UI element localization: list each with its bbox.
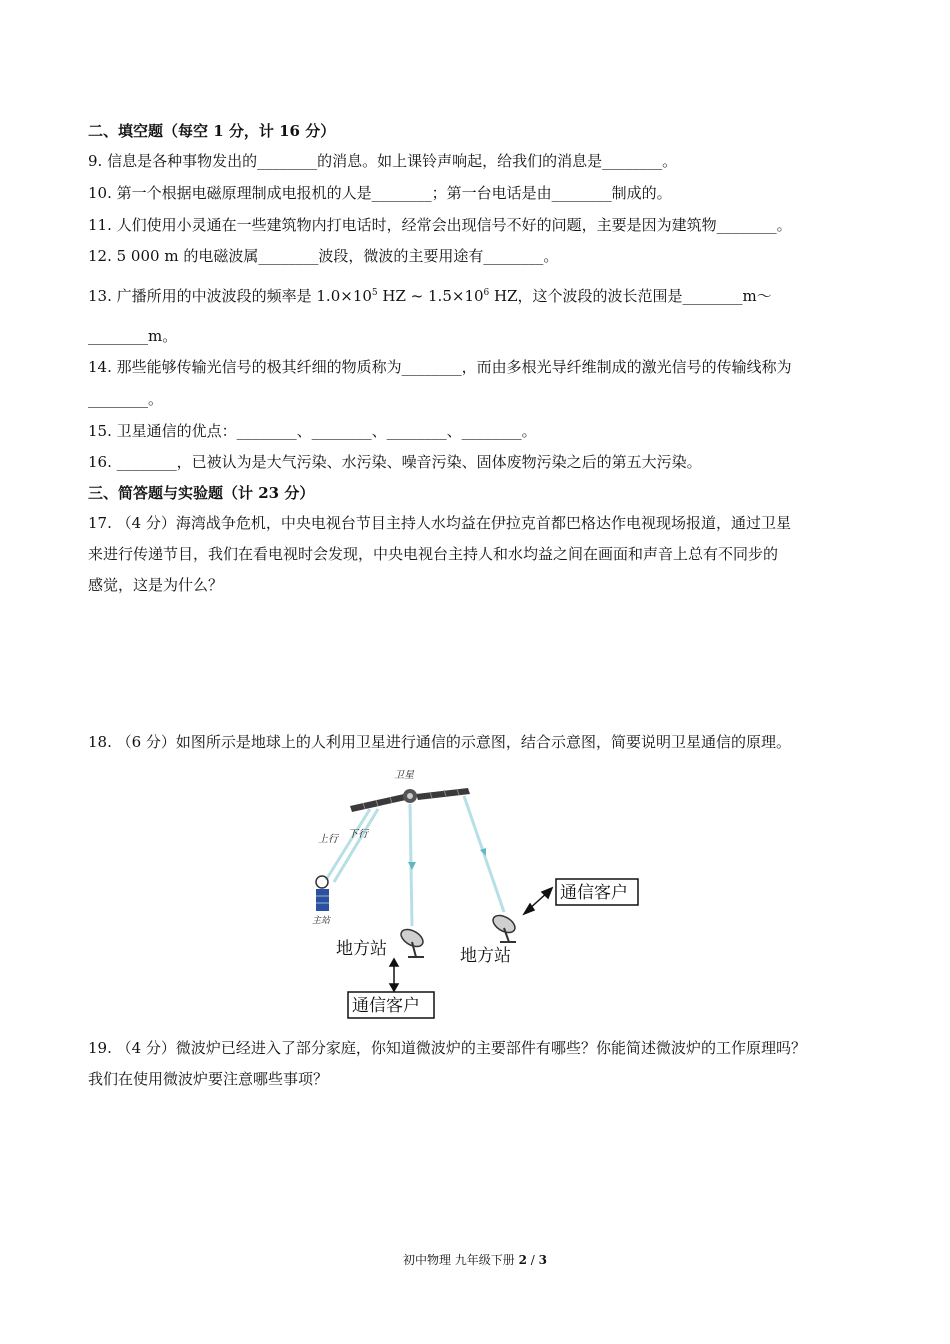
local-station-left-label: 地方站 xyxy=(336,939,387,959)
question-14: 14. 那些能够传输光信号的极其纤细的物质称为________，而由多根光导纤维制成的激光信号的传输线称为 xyxy=(88,358,792,376)
page-footer: 初中物理 九年级下册 2 / 3 xyxy=(402,1253,548,1267)
question-19: 19. （4 分）微波炉已经进入了部分家庭，你知道微波炉的主要部件有哪些？你能简述微波炉的工作原理吗？ xyxy=(88,1039,806,1057)
uplink-label: 上行 xyxy=(318,834,338,845)
question-13: 13. 广播所用的中波波段的频率是 $1.0\times 10^5$ HZ ~ $1.5\times 10^6$ HZ，这个波段的波长范围是________m～ xyxy=(88,287,772,305)
question-17-line-3: 感觉，这是为什么？ xyxy=(88,576,224,594)
section-2-title: 二、填空题（每空 1 分，计 16 分） xyxy=(88,122,336,140)
page-number: 2 xyxy=(518,1253,527,1267)
question-13-line-2: ________m。 xyxy=(88,327,178,345)
question-17: 17. （4 分）海湾战争危机，中央电视台节目主持人水均益在伊拉克首都巴格达作电视现场报道，通过卫星 xyxy=(88,514,791,532)
client-right-label: 通信客户 xyxy=(560,883,628,903)
satellite-label: 卫星 xyxy=(394,770,414,781)
satellite-communication-diagram xyxy=(308,764,648,1022)
question-12: 12. 5 000 m 的电磁波属________波段，微波的主要用途有________。 xyxy=(88,247,559,265)
client-bottom-label: 通信客户 xyxy=(352,996,420,1016)
question-9: 9. 信息是各种事物发出的________的消息。如上课铃声响起，给我们的消息是________。 xyxy=(88,152,678,170)
question-14-line-2: ________。 xyxy=(88,390,164,408)
question-15: 15. 卫星通信的优点：________、________、________、________。 xyxy=(88,422,537,440)
bidirectional-arrow-bottom xyxy=(390,959,398,991)
section-3-title: 三、简答题与实验题（计 23 分） xyxy=(88,484,315,502)
question-11: 11. 人们使用小灵通在一些建筑物内打电话时，经常会出现信号不好的问题，主要是因为建筑物________。 xyxy=(88,216,792,234)
question-19-line-2: 我们在使用微波炉要注意哪些事项？ xyxy=(88,1070,329,1088)
question-17-line-2: 来进行传递节目，我们在看电视时会发现，中央电视台主持人和水均益之间在画面和声音上总有不同步的 xyxy=(88,545,779,563)
question-16: 16. ________，已被认为是大气污染、水污染、噪音污染、固体废物污染之后的第五大污染。 xyxy=(88,453,702,471)
question-10: 10. 第一个根据电磁原理制成电报机的人是________；第一台电话是由________制成的。 xyxy=(88,184,672,202)
main-station-label: 主站 xyxy=(312,916,331,926)
downlink-label: 下行 xyxy=(348,829,368,840)
local-station-right-label: 地方站 xyxy=(460,946,511,966)
question-18: 18. （6 分）如图所示是地球上的人利用卫星进行通信的示意图，结合示意图，简要说明卫星通信的原理。 xyxy=(88,733,791,751)
page-total: 3 xyxy=(538,1253,548,1267)
